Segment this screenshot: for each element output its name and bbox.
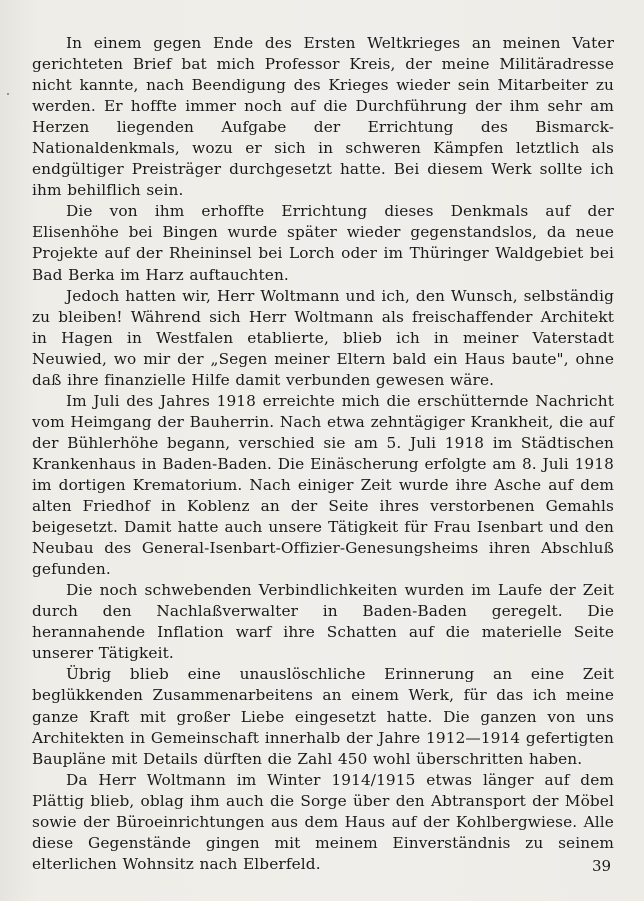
paragraph-5: Die noch schwebenden Verbindlichkeiten wurden im Laufe der Zeit durch den Nachlaßverwalter in Baden-Baden geregelt. Die herannahende Inflation warf ihre Schatten auf die materielle Seite unserer Tätigkeit.: [32, 581, 614, 663]
page-number: 39: [592, 857, 612, 875]
paper-speck: [7, 93, 9, 95]
paragraph-3: Jedoch hatten wir, Herr Woltmann und ich, den Wunsch, selbständig zu bleiben! Während sich Herr Woltmann als freischaffender Architekt in Hagen in Westfalen etablierte, blieb ich in meiner Vaterstadt Neuwied, wo mir der „Segen meiner Eltern bald ein Haus baute", ohne daß ihre finanzielle Hilfe damit verbunden gewesen wäre.: [32, 286, 614, 389]
paragraph-2: Die von ihm erhoffte Errichtung dieses Denkmals auf der Elisenhöhe bei Bingen wurde später wieder gegenstandslos, da neue Projekte auf der Rheininsel bei Lorch oder im Thüringer Waldgebiet bei Bad Berka im Harz auftauchten.: [32, 202, 614, 284]
paragraph-1: In einem gegen Ende des Ersten Weltkrieges an meinen Vater gerichteten Brief bat mich Professor Kreis, der meine Militäradresse nicht kannte, nach Beendigung des Krieges wieder sein Mitarbeiter zu werden. Er hoffte immer noch auf die Durchführung der ihm sehr am Herzen liegenden Aufgabe der Errichtung des Bismarck-Nationaldenkmals, wozu er sich in schweren Kämpfen letztlich als endgültiger Preisträger durchgesetzt hatte. Bei diesem Werk sollte ich ihm behilflich sein.: [32, 34, 614, 200]
body-text: [32, 33, 614, 875]
paragraph-7: Da Herr Woltmann im Winter 1914/1915 etwas länger auf dem Plättig blieb, oblag ihm auch die Sorge über den Abtransport der Möbel sowie der Büroeinrichtungen aus dem Haus auf der Kohlbergwiese. Alle diese Gegenstände gingen mit meinem Einverständnis zu seinem elterlichen Wohnsitz nach Elberfeld.: [32, 770, 614, 873]
paragraph-4: Im Juli des Jahres 1918 erreichte mich die erschütternde Nachricht vom Heimgang der Bauherrin. Nach etwa zehntägiger Krankheit, die auf der Bühlerhöhe begann, verschied sie am 5. Juli 1918 im Städtischen Krankenhaus in Baden-Baden. Die Einäscherung erfolgte am 8. Juli 1918 im dortigen Krematorium. Nach einiger Zeit wurde ihre Asche auf dem alten Friedhof in Koblenz an der Seite ihres verstorbenen Gemahls beigesetzt. Damit hatte auch unsere Tätigkeit für Frau Isenbart und den Neubau des General-Isenbart-Offizier-Genesungsheims ihren Abschluß gefunden.: [32, 391, 614, 579]
paragraph-6: Übrig blieb eine unauslöschliche Erinnerung an eine Zeit beglükkenden Zusammenarbeitens an einem Werk, für das ich meine ganze Kraft mit großer Liebe eingesetzt hatte. Die ganzen von uns Architekten in Gemeinschaft innerhalb der Jahre 1912—1914 gefertigten Baupläne mit Details dürften die Zahl 450 wohl überschritten haben.: [32, 665, 614, 768]
